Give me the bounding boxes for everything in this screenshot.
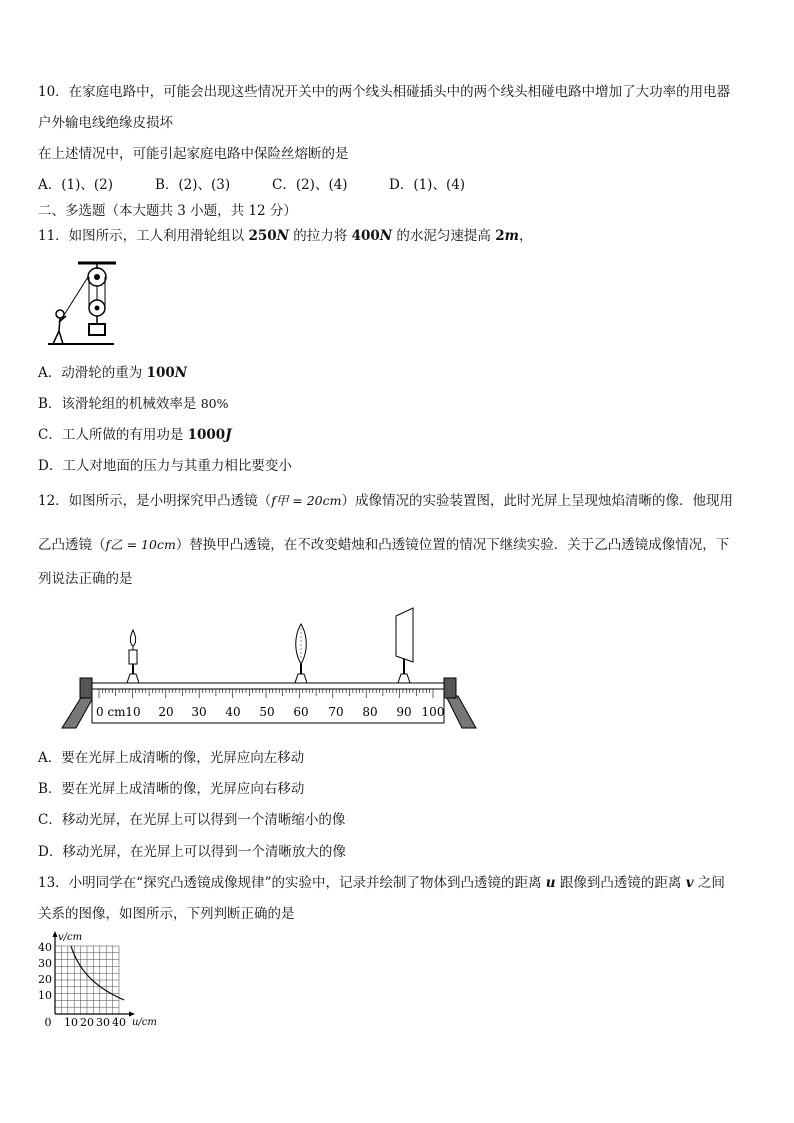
q10-option-c: C．(2)、(4) (272, 177, 348, 193)
ruler-label-20: 20 (158, 705, 174, 719)
q10-stem-cont: 户外输电线绝缘皮损坏 (38, 115, 173, 131)
q10-question: 在上述情况中，可能引起家庭电路中保险丝熔断的是 (38, 146, 349, 162)
q11-option-b: B．该滑轮组的机械效率是 80% (38, 396, 229, 412)
q12-option-b: B．要在光屏上成清晰的像，光屏应向右移动 (38, 781, 305, 797)
ruler-label-10: 10 (125, 705, 141, 719)
ruler-label-0: 0 cm (96, 705, 126, 719)
focal-length-yi: f乙 = 10cm (105, 537, 176, 552)
q10-option-d: D．(1)、(4) (389, 177, 466, 193)
convex-lens (295, 624, 307, 683)
q11-option-a: A．动滑轮的重为 100N (38, 365, 188, 381)
ruler-label-80: 80 (362, 705, 378, 719)
y-axis-label: v/cm (58, 932, 83, 943)
ruler-label-50: 50 (259, 705, 275, 719)
q13-stem-line1: 13．小明同学在“探究凸透镜成像规律”的实验中，记录并绘制了物体到凸透镜的距离 u 跟像到凸透镜的距离 v 之间 (38, 875, 725, 891)
uv-graph (32, 928, 172, 1032)
q11-option-c: C．工人所做的有用功是 1000J (38, 427, 232, 443)
focal-length-jia: f甲 = 20cm (271, 493, 342, 508)
ruler-label-100: 100 (421, 705, 445, 719)
q11-stem: 11．如图所示，工人利用滑轮组以 250N 的拉力将 400N 的水泥匀速提高 2m， (38, 228, 533, 244)
q10-option-a: A．(1)、(2) (38, 177, 113, 193)
ruler-label-60: 60 (293, 705, 309, 719)
q12-stem-line2: 乙凸透镜（f乙 = 10cm）替换甲凸透镜，在不改变蜡烛和凸透镜位置的情况下继续实验．关于乙凸透镜成像情况，下 (38, 537, 730, 553)
y-tick-40: 40 (38, 941, 52, 954)
q10-option-b: B．(2)、(3) (155, 177, 231, 193)
q12-option-c: C．移动光屏，在光屏上可以得到一个清晰缩小的像 (38, 812, 346, 828)
q10-options (38, 173, 758, 193)
q10-stem: 10．在家庭电路中，可能会出现这些情况开关中的两个线头相碰插头中的两个线头相碰电路中增加了大功率的用电器 (38, 84, 731, 100)
q12-stem-line3: 列说法正确的是 (38, 571, 133, 587)
ruler-label-90: 90 (396, 705, 412, 719)
graph-grid (55, 946, 119, 1014)
x-tick-30: 30 (96, 1016, 110, 1029)
candle (127, 630, 139, 683)
q12-option-d: D．移动光屏，在光屏上可以得到一个清晰放大的像 (38, 844, 346, 860)
origin-label: 0 (44, 1016, 52, 1029)
ruler-label-30: 30 (191, 705, 207, 719)
q12-option-a: A．要在光屏上成清晰的像，光屏应向左移动 (38, 750, 305, 766)
q12-stem-line1: 12．如图所示，是小明探究甲凸透镜（f甲 = 20cm）成像情况的实验装置图，此时光屏上呈现烛焰清晰的像．他现用 (38, 493, 733, 509)
optical-bench-figure (60, 604, 480, 732)
x-tick-40: 40 (112, 1016, 126, 1029)
ruler-label-70: 70 (328, 705, 344, 719)
x-tick-10: 10 (64, 1016, 78, 1029)
pulley-figure (44, 258, 120, 350)
ruler-label-40: 40 (225, 705, 241, 719)
y-tick-30: 30 (38, 957, 52, 970)
x-axis-label: u/cm (132, 1017, 157, 1028)
y-tick-10: 10 (38, 989, 52, 1002)
q13-stem-line2: 关系的图像，如图所示，下列判断正确的是 (38, 906, 295, 922)
y-tick-20: 20 (38, 973, 52, 986)
light-screen (396, 608, 413, 683)
x-tick-20: 20 (80, 1016, 94, 1029)
q11-option-d: D．工人对地面的压力与其重力相比要变小 (38, 458, 292, 474)
section-heading: 二、多选题（本大题共 3 小题，共 12 分） (38, 203, 297, 219)
